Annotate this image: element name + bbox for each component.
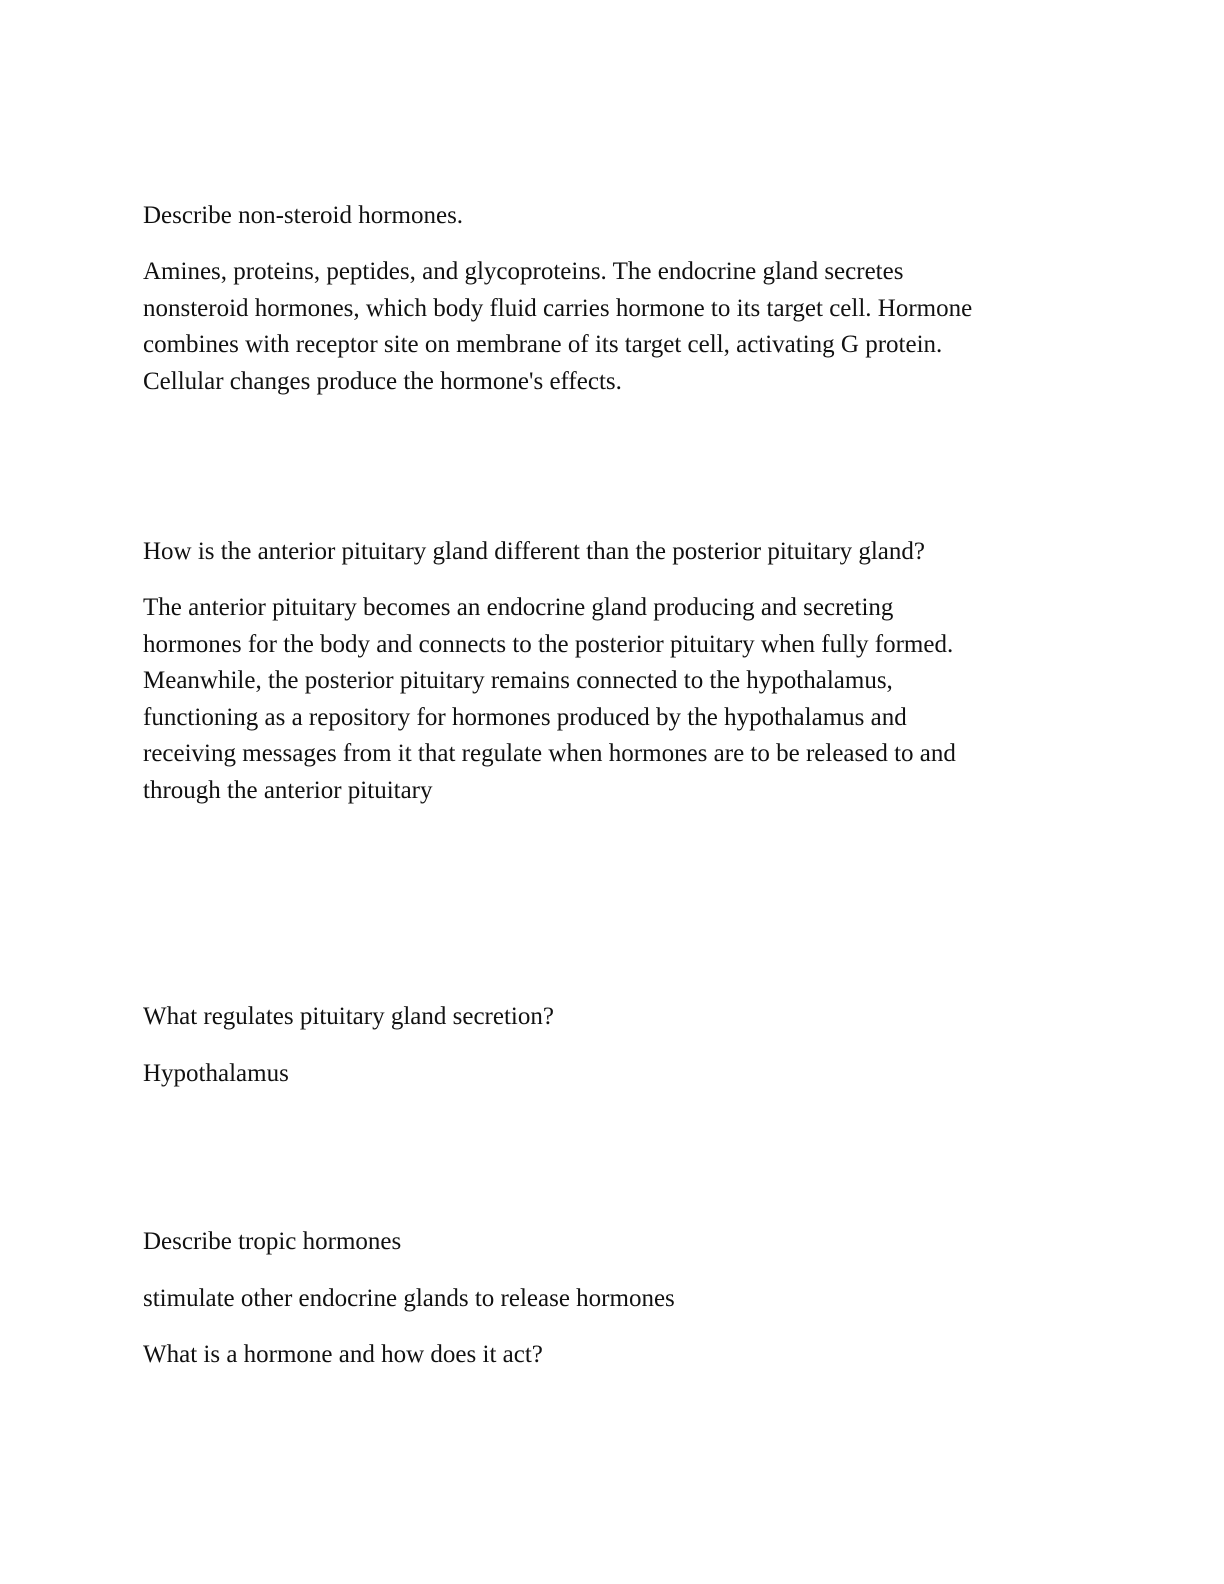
answer-1-line-3: combines with receptor site on membrane of its target cell, activating G protein. [143,331,943,358]
answer-2-line-3: Meanwhile, the posterior pituitary remains connected to the hypothalamus, [143,667,893,694]
answer-2-line-4: functioning as a repository for hormones produced by the hypothalamus and [143,703,907,731]
question-2-text: How is the anterior pituitary gland different than the posterior pituitary gland? [143,538,925,565]
answer-2-line-6: through the anterior pituitary [143,776,433,804]
answer-1-line-2: nonsteroid hormones, which body fluid carries hormone to its target cell. Hormone [143,294,973,322]
question-4 [143,1224,1083,1261]
answer-3-line-1: Hypothalamus [143,1060,289,1087]
answer-2-line-2: hormones for the body and connects to the posterior pituitary when fully formed. [143,630,954,658]
question-5-text: What is a hormone and how does it act? [143,1341,543,1368]
answer-1 [143,254,1083,400]
question-1-text: Describe non-steroid hormones. [143,202,464,229]
answer-3 [143,1056,1083,1093]
question-3 [143,999,1083,1036]
answer-4-line-1: stimulate other endocrine glands to release hormones [143,1285,675,1312]
answer-1-line-4: Cellular changes produce the hormone's effects. [143,367,622,395]
answer-2 [143,590,1083,809]
question-4-text: Describe tropic hormones [143,1228,402,1255]
question-1 [143,198,1083,235]
answer-4 [143,1281,1083,1318]
question-3-text: What regulates pituitary gland secretion? [143,1003,554,1030]
answer-2-line-1: The anterior pituitary becomes an endocrine gland producing and secreting [143,594,894,621]
answer-1-line-1: Amines, proteins, peptides, and glycoproteins. The endocrine gland secretes [143,258,904,285]
question-5 [143,1337,1083,1374]
question-2 [143,534,1083,571]
answer-2-line-5: receiving messages from it that regulate when hormones are to be released to and [143,740,956,767]
